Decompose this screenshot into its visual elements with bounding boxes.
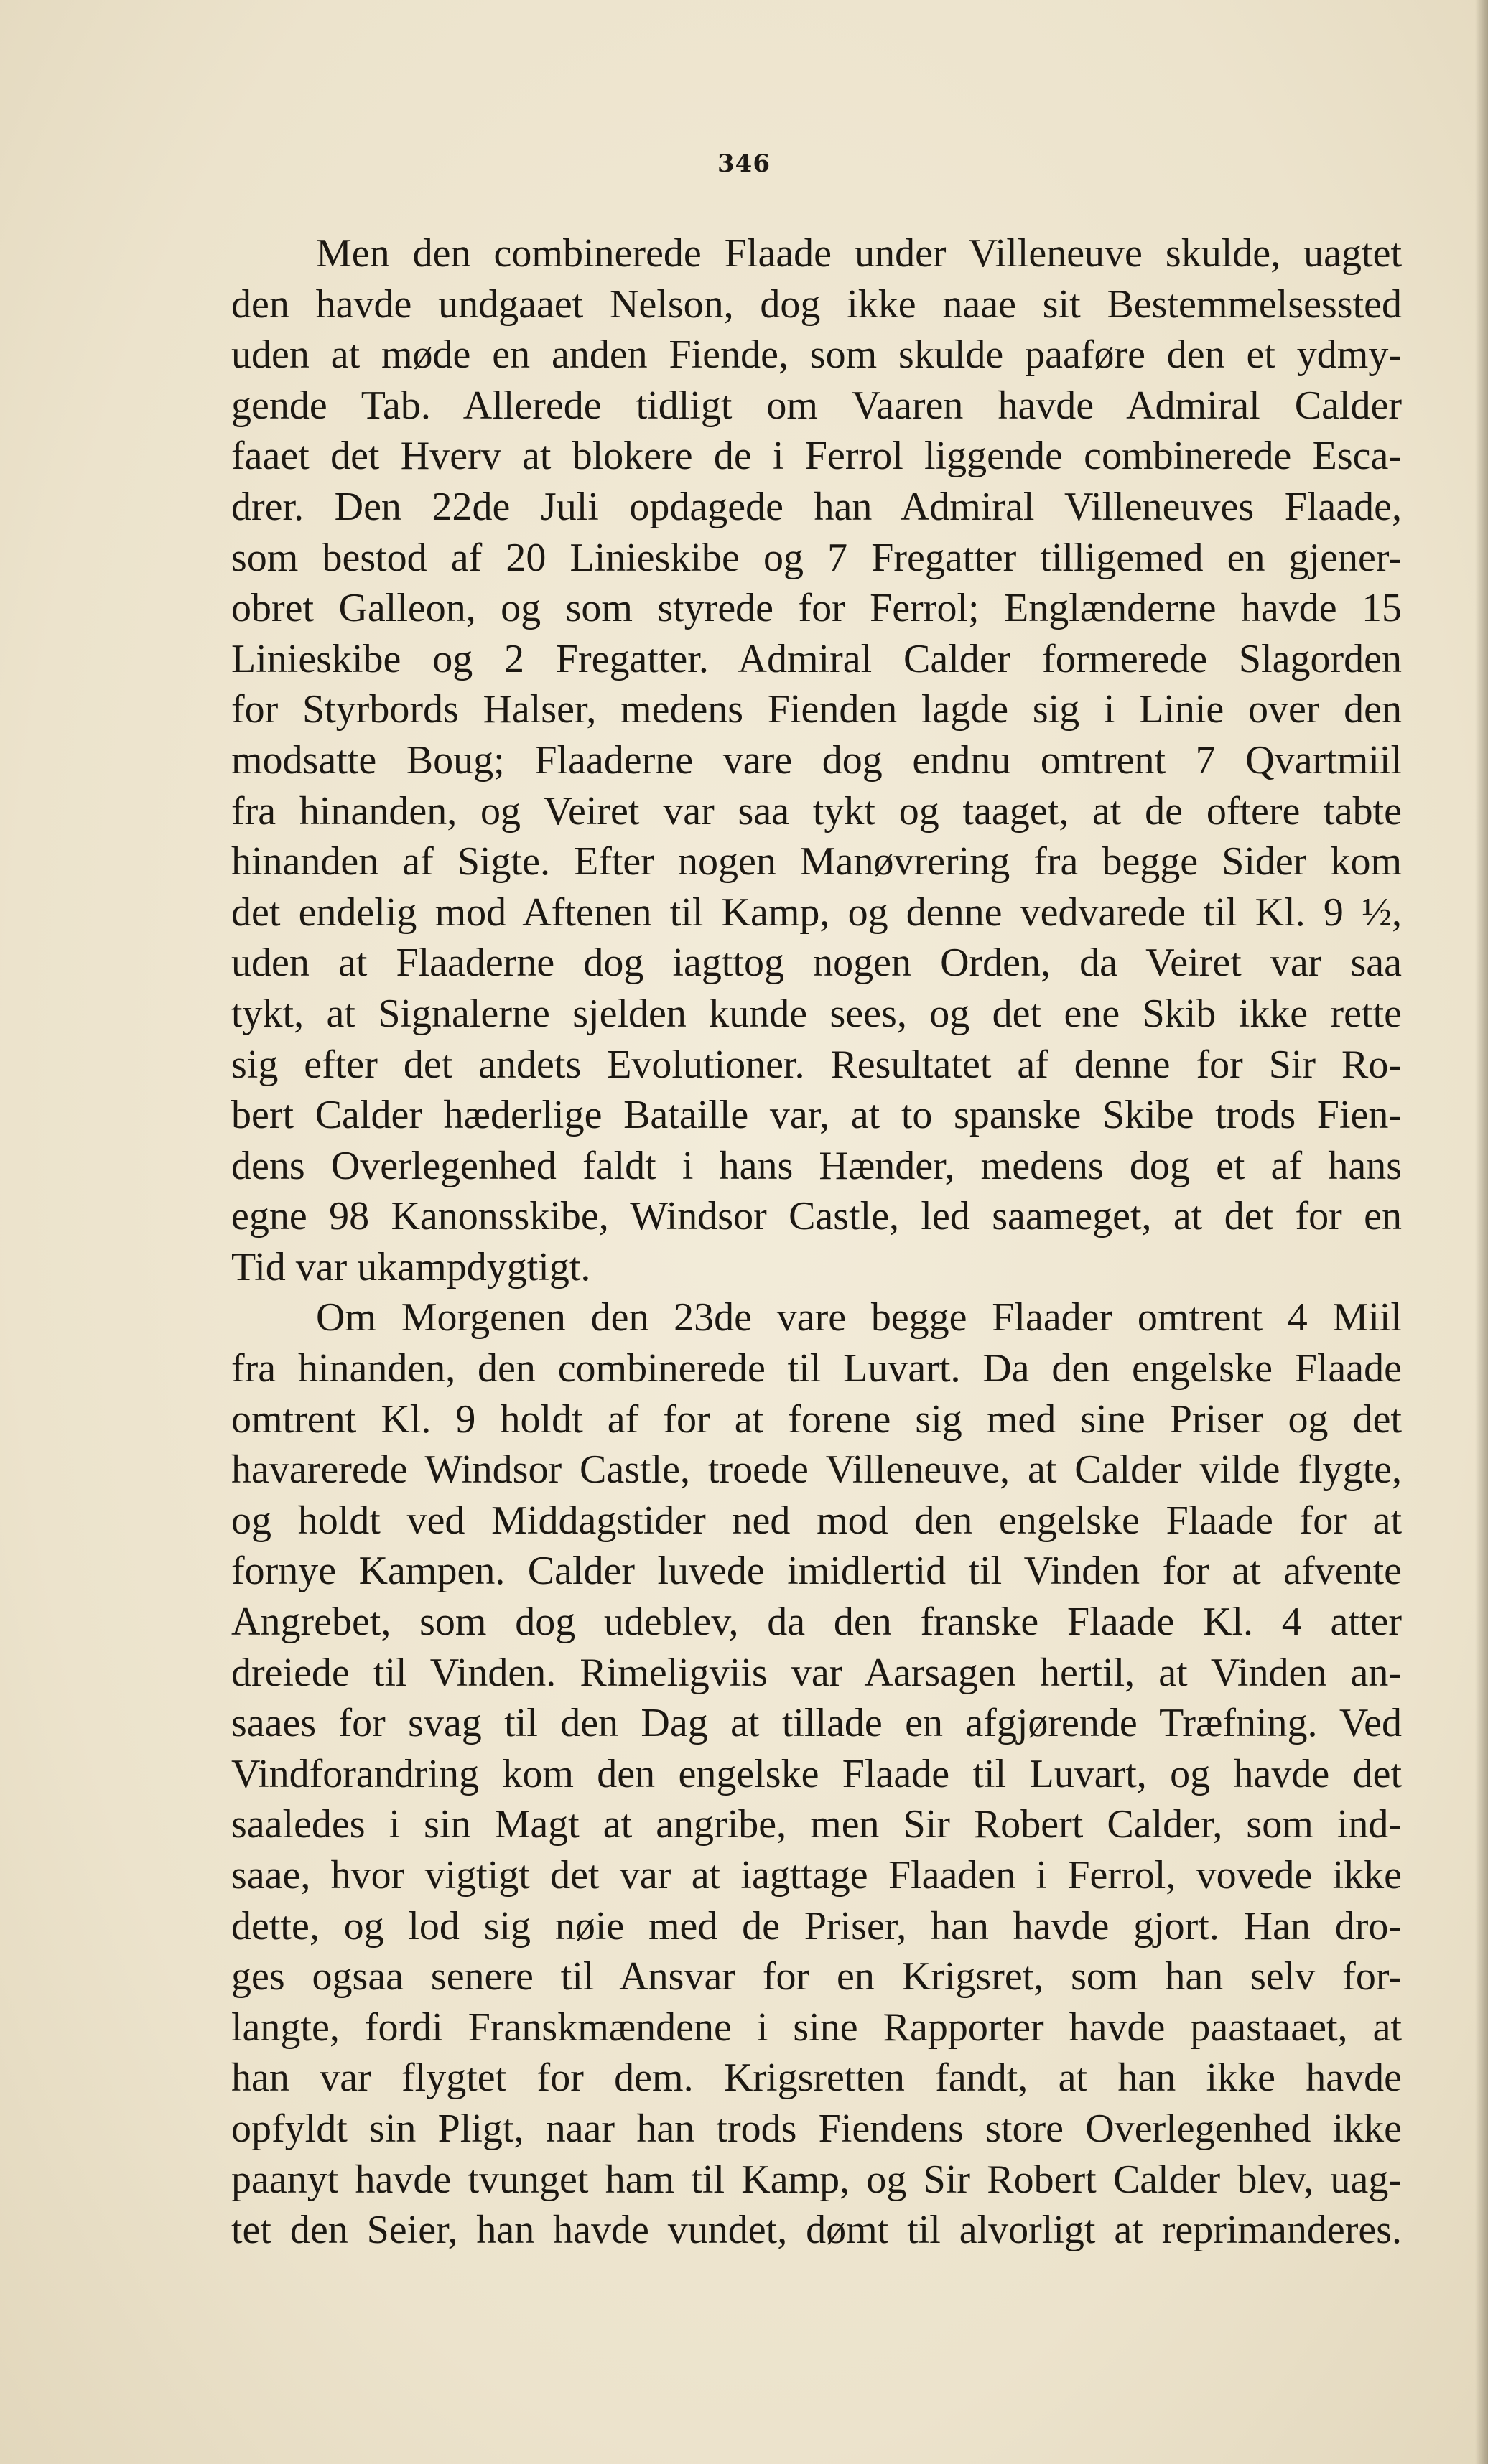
paragraph-1-line: den havde undgaaet Nelson, dog ikke naae sit Bestemmelsessted <box>231 281 1402 327</box>
paragraph-1-line: drer. Den 22de Juli opdagede han Admiral Villeneuves Flaade, <box>231 484 1402 529</box>
paragraph-1-line: som bestod af 20 Linieskibe og 7 Fregatter tilligemed en gjener- <box>231 535 1402 580</box>
paragraph-2-line: saaledes i sin Magt at angribe, men Sir Robert Calder, som ind- <box>231 1802 1402 1847</box>
paragraph-1-line: egne 98 Kanonsskibe, Windsor Castle, led saameget, at det for en <box>231 1194 1402 1239</box>
paragraph-1-line: det endelig mod Aftenen til Kamp, og denne vedvarede til Kl. 9 ½, <box>231 890 1402 935</box>
paragraph-2-line: og holdt ved Middagstider ned mod den engelske Flaade for at <box>231 1498 1402 1543</box>
paragraph-2-line: saae, hvor vigtigt det var at iagttage Flaaden i Ferrol, vovede ikke <box>231 1853 1402 1898</box>
paragraph-1-line: gende Tab. Allerede tidligt om Vaaren havde Admiral Calder <box>231 383 1402 428</box>
paragraph-1-line: tykt, at Signalerne sjelden kunde sees, og det ene Skib ikke rette <box>231 991 1402 1036</box>
paragraph-1-line: Tid var ukampdygtigt. <box>231 1244 591 1289</box>
paragraph-2-line: han var flygtet for dem. Krigsretten fandt, at han ikke havde <box>231 2055 1402 2101</box>
paragraph-1-line: modsatte Boug; Flaaderne vare dog endnu omtrent 7 Qvartmiil <box>231 737 1402 783</box>
paragraph-2-line: dreiede til Vinden. Rimeligviis var Aarsagen hertil, at Vinden an- <box>231 1650 1402 1695</box>
paragraph-2-line: Angrebet, som dog udeblev, da den franske Flaade Kl. 4 atter <box>231 1600 1402 1645</box>
paragraph-2-line: tet den Seier, han havde vundet, dømt til alvorligt at reprimanderes. <box>231 2208 1402 2253</box>
page-number: 346 <box>717 149 771 178</box>
paragraph-1-line: obret Galleon, og som styrede for Ferrol; Englænderne havde 15 <box>231 586 1402 631</box>
paragraph-2-line: saaes for svag til den Dag at tillade en afgjørende Træfning. Ved <box>231 1701 1402 1746</box>
paragraph-1-line: fra hinanden, og Veiret var saa tykt og taaget, at de oftere tabte <box>231 788 1402 834</box>
paragraph-1-line: bert Calder hæderlige Bataille var, at to spanske Skibe trods Fien- <box>231 1093 1402 1138</box>
paragraph-2-line: dette, og lod sig nøie med de Priser, han havde gjort. Han dro- <box>231 1903 1402 1949</box>
paragraph-1-line: uden at møde en anden Fiende, som skulde paaføre den et ydmy- <box>231 332 1402 378</box>
paragraph-2-line: paanyt havde tvunget ham til Kamp, og Sir Robert Calder blev, uag- <box>231 2157 1402 2202</box>
paragraph-1-line: sig efter det andets Evolutioner. Resultatet af denne for Sir Ro- <box>231 1042 1402 1087</box>
paragraph-2-line: omtrent Kl. 9 holdt af for at forene sig med sine Priser og det <box>231 1396 1402 1442</box>
paragraph-2-line: Om Morgenen den 23de vare begge Flaader omtrent 4 Miil <box>316 1295 1402 1340</box>
paragraph-1-line: dens Overlegenhed faldt i hans Hænder, medens dog et af hans <box>231 1143 1402 1188</box>
paragraph-2-line: Vindforandring kom den engelske Flaade til Luvart, og havde det <box>231 1751 1402 1796</box>
paragraph-1-line: hinanden af Sigte. Efter nogen Manøvrering fra begge Sider kom <box>231 839 1402 885</box>
paragraph-1-line: uden at Flaaderne dog iagttog nogen Orden, da Veiret var saa <box>231 941 1402 986</box>
paragraph-1-line: Linieskibe og 2 Fregatter. Admiral Calder formerede Slagorden <box>231 636 1402 681</box>
paragraph-2-line: opfyldt sin Pligt, naar han trods Fiendens store Overlegenhed ikke <box>231 2106 1402 2151</box>
page-edge-shadow <box>1475 0 1488 2464</box>
paragraph-2-line: fra hinanden, den combinerede til Luvart. Da den engelske Flaade <box>231 1346 1402 1391</box>
paragraph-2-line: fornye Kampen. Calder luvede imidlertid til Vinden for at afvente <box>231 1549 1402 1594</box>
paragraph-2-line: langte, fordi Franskmændene i sine Rapporter havde paastaaet, at <box>231 2005 1402 2050</box>
paragraph-2-line: ges ogsaa senere til Ansvar for en Krigsret, som han selv for- <box>231 1954 1402 1999</box>
paragraph-1-line: faaet det Hverv at blokere de i Ferrol liggende combinerede Esca- <box>231 434 1402 479</box>
body-text <box>231 228 1402 2256</box>
paragraph-2-line: havarerede Windsor Castle, troede Villeneuve, at Calder vilde flygte, <box>231 1447 1402 1493</box>
paragraph-1-line: for Styrbords Halser, medens Fienden lagde sig i Linie over den <box>231 687 1402 732</box>
paragraph-1-line: Men den combinerede Flaade under Villeneuve skulde, uagtet <box>316 231 1402 276</box>
